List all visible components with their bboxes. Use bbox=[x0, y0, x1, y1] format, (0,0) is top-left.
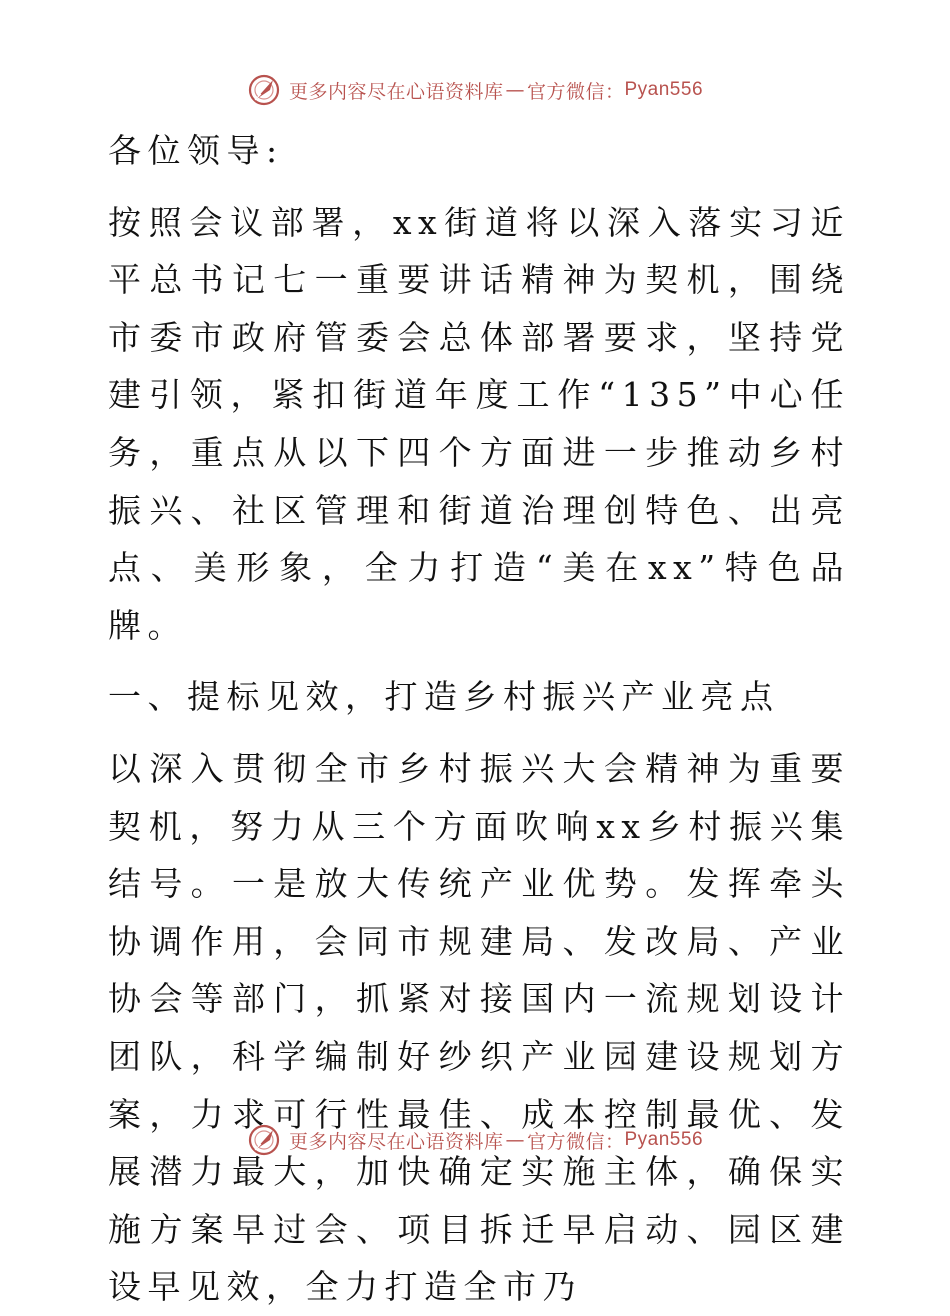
quill-logo-icon bbox=[247, 73, 281, 107]
watermark-handle: Pyan556 bbox=[624, 1129, 704, 1150]
watermark-dash: — bbox=[505, 79, 525, 101]
watermark-official-label: 官方微信： bbox=[526, 80, 625, 103]
watermark-brand: 更多内容尽在心语资料库 bbox=[288, 80, 504, 103]
section-heading: 一、提标见效，打造乡村振兴产业亮点 bbox=[108, 677, 780, 717]
quill-logo-icon bbox=[247, 1123, 281, 1157]
watermark-official-label: 官方微信： bbox=[526, 1130, 625, 1153]
intro-paragraph: 按照会议部署，xx街道将以深入落实习近平总书记七一重要讲话精神为契机，围绕市委市政府管委会总体部署要求，坚持党建引领，紧扣街道年度工作“135”中心任务，重点从以下四个方面进一步推动乡村振兴、社区管理和街道治理创特色、出亮点、美形象，全力打造“美在xx”特色品牌。 bbox=[108, 202, 850, 645]
watermark-dash: — bbox=[505, 1129, 525, 1151]
watermark-footer bbox=[0, 1120, 950, 1160]
watermark-brand: 更多内容尽在心语资料库 bbox=[288, 1130, 504, 1153]
greeting: 各位领导: bbox=[108, 131, 284, 170]
watermark-header bbox=[0, 70, 950, 110]
watermark-handle: Pyan556 bbox=[624, 79, 704, 100]
body-paragraph: 以深入贯彻全市乡村振兴大会精神为重要契机，努力从三个方面吹响xx乡村振兴集结号。一是放大传统产业优势。发挥牵头协调作用，会同市规建局、发改局、产业协会等部门，抓紧对接国内一流规划设计团队，科学编制好纱织产业园建设规划方案，力求可行性最佳、成本控制最优、发展潜力最大，加快确定实施主体，确保实施方案早过会、项目拆迁早启动、园区建设早见效，全力打造全市乃 bbox=[108, 748, 850, 1307]
